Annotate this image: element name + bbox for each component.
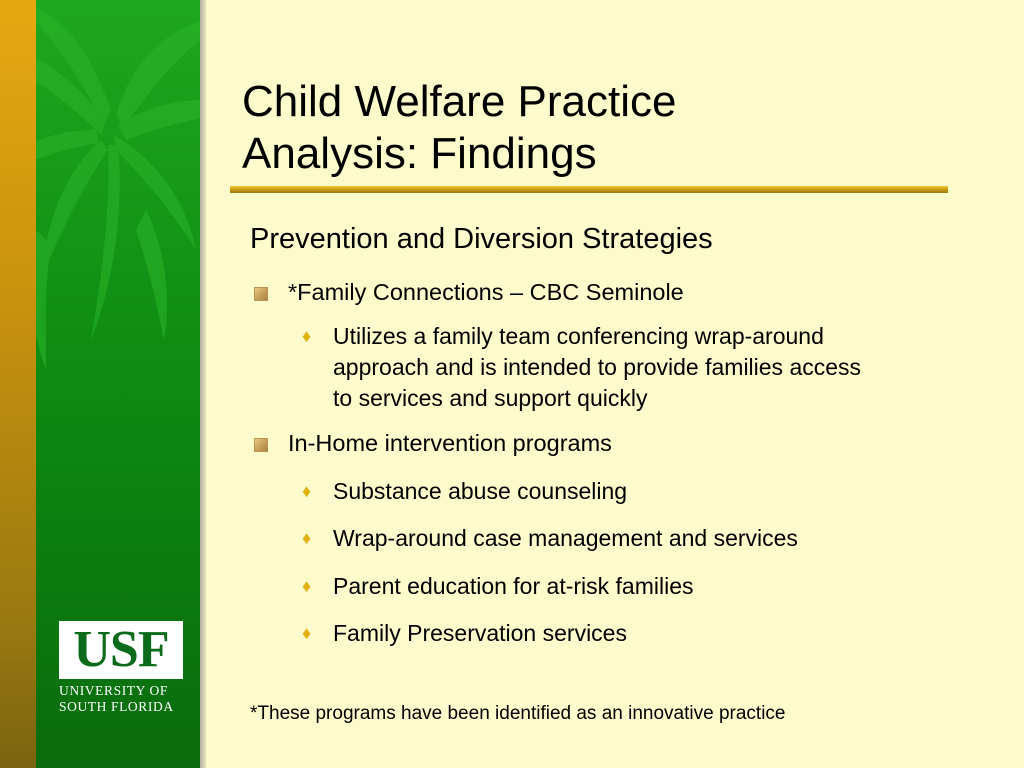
sub-bullet-text: Wrap-around case management and services [333, 525, 798, 551]
sub-bullet-line: to services and support quickly [333, 385, 648, 411]
bullet-label: In-Home intervention programs [288, 430, 612, 456]
slide-title-line2: Analysis: Findings [242, 129, 597, 178]
diamond-bullet-icon: ♦ [302, 326, 312, 346]
usf-logo-letters: USF [73, 621, 169, 678]
usf-logo-line2: SOUTH FLORIDA [59, 699, 174, 714]
sub-bullet-text [333, 321, 861, 414]
square-bullet-icon [254, 438, 268, 452]
slide-subtitle: Prevention and Diversion Strategies [250, 223, 713, 255]
left-gold-strip [0, 0, 36, 768]
sub-bullet-text: Family Preservation services [333, 620, 627, 646]
diamond-bullet-icon: ♦ [302, 576, 312, 596]
title-divider [230, 186, 948, 193]
palm-leaves-icon [36, 0, 200, 460]
usf-logo-mark [59, 621, 183, 679]
usf-logo-line1: UNIVERSITY OF [59, 683, 168, 698]
usf-logo [59, 621, 183, 715]
diamond-bullet-icon: ♦ [302, 481, 312, 501]
bullet-label: *Family Connections – CBC Seminole [288, 279, 684, 305]
sub-bullet-line: Utilizes a family team conferencing wrap-around [333, 323, 824, 349]
sub-bullet-text: Parent education for at-risk families [333, 573, 694, 599]
sub-bullet-line: approach and is intended to provide families access [333, 354, 862, 380]
slide-title-line1: Child Welfare Practice [242, 77, 677, 126]
diamond-bullet-icon: ♦ [302, 528, 312, 548]
diamond-bullet-icon: ♦ [302, 623, 312, 643]
footnote: *These programs have been identified as an innovative practice [250, 703, 786, 724]
panel-shadow [200, 0, 206, 768]
usf-logo-name [59, 683, 183, 715]
square-bullet-icon [254, 287, 268, 301]
sub-bullet-text: Substance abuse counseling [333, 478, 628, 504]
slide-title [242, 76, 676, 180]
left-green-panel [36, 0, 200, 768]
